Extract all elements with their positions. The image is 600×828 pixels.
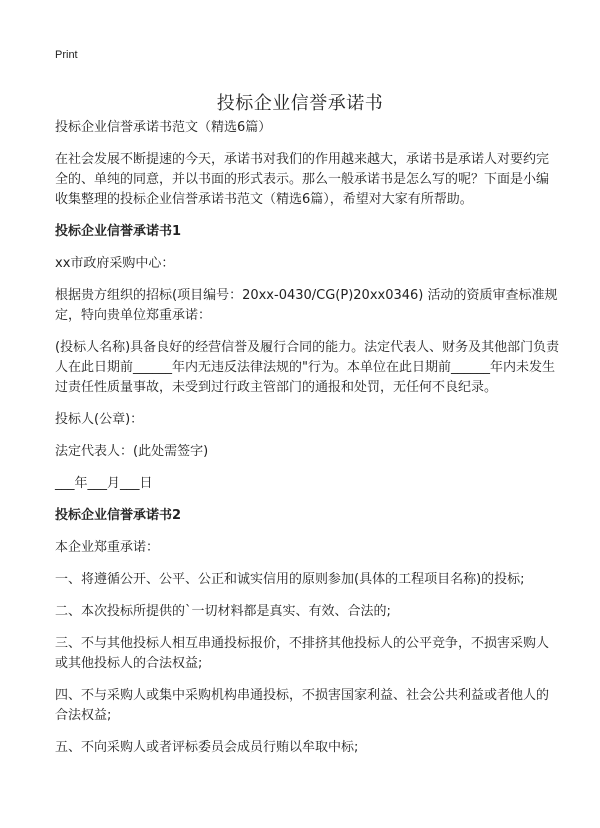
commitment-item: 四、不与采购人或集中采购机构串通投标，不损害国家利益、社会公共利益或者他人的合法权益; xyxy=(55,688,550,723)
commitment-item: 一、将遵循公开、公平、公正和诚实信用的原则参加(具体的工程项目名称)的投标; xyxy=(55,572,525,587)
print-link[interactable]: Print xyxy=(55,49,78,61)
page-title: 投标企业信誉承诺书 xyxy=(216,93,384,115)
document-body xyxy=(55,118,560,770)
section2-opening: 本企业郑重承诺： xyxy=(55,540,160,555)
section-heading-2: 投标企业信誉承诺书2 xyxy=(55,508,182,523)
commitment-item: 二、本次投标所提供的`一切材料都是真实、有效、合法的; xyxy=(55,604,391,619)
intro-paragraph: 在社会发展不断提速的今天，承诺书对我们的作用越来越大，承诺书是承诺人对要约完全的、单纯的同意，并以书面的形式表示。那么一般承诺书是怎么写的呢？下面是小编收集整理的投标企业信誉承诺书范文（精选6篇），希望对大家有所帮助。 xyxy=(55,152,550,207)
date-line: ___年___月___日 xyxy=(55,476,153,491)
commitment-item: 五、不向采购人或者评标委员会成员行贿以牟取中标; xyxy=(55,740,359,755)
document-subtitle: 投标企业信誉承诺书范文（精选6篇） xyxy=(55,120,272,135)
section1-paragraph-2: (投标人名称)具备良好的经营信誉及履行合同的能力。法定代表人、财务及其他部门负责人在此日期前______年内无违反法律法规的"行为。本单位在此日期前______年内未发生过责任性质量事故，未受到过行政主管部门的通报和处罚，无任何不良纪录。 xyxy=(55,340,560,395)
legal-representative-line: 法定代表人：(此处需签字) xyxy=(55,444,209,459)
section1-paragraph-1: 根据贵方组织的招标(项目编号：20xx-0430/CG(P)20xx0346) 活动的资质审查标准规定，特向贵单位郑重承诺： xyxy=(55,288,558,323)
commitment-item: 三、不与其他投标人相互串通投标报价，不排挤其他投标人的公平竞争，不损害采购人或其他投标人的合法权益; xyxy=(55,636,550,671)
bidder-seal-line: 投标人(公章)： xyxy=(55,412,144,427)
section-heading-1: 投标企业信誉承诺书1 xyxy=(55,224,182,239)
recipient-line: xx市政府采购中心： xyxy=(55,256,175,271)
